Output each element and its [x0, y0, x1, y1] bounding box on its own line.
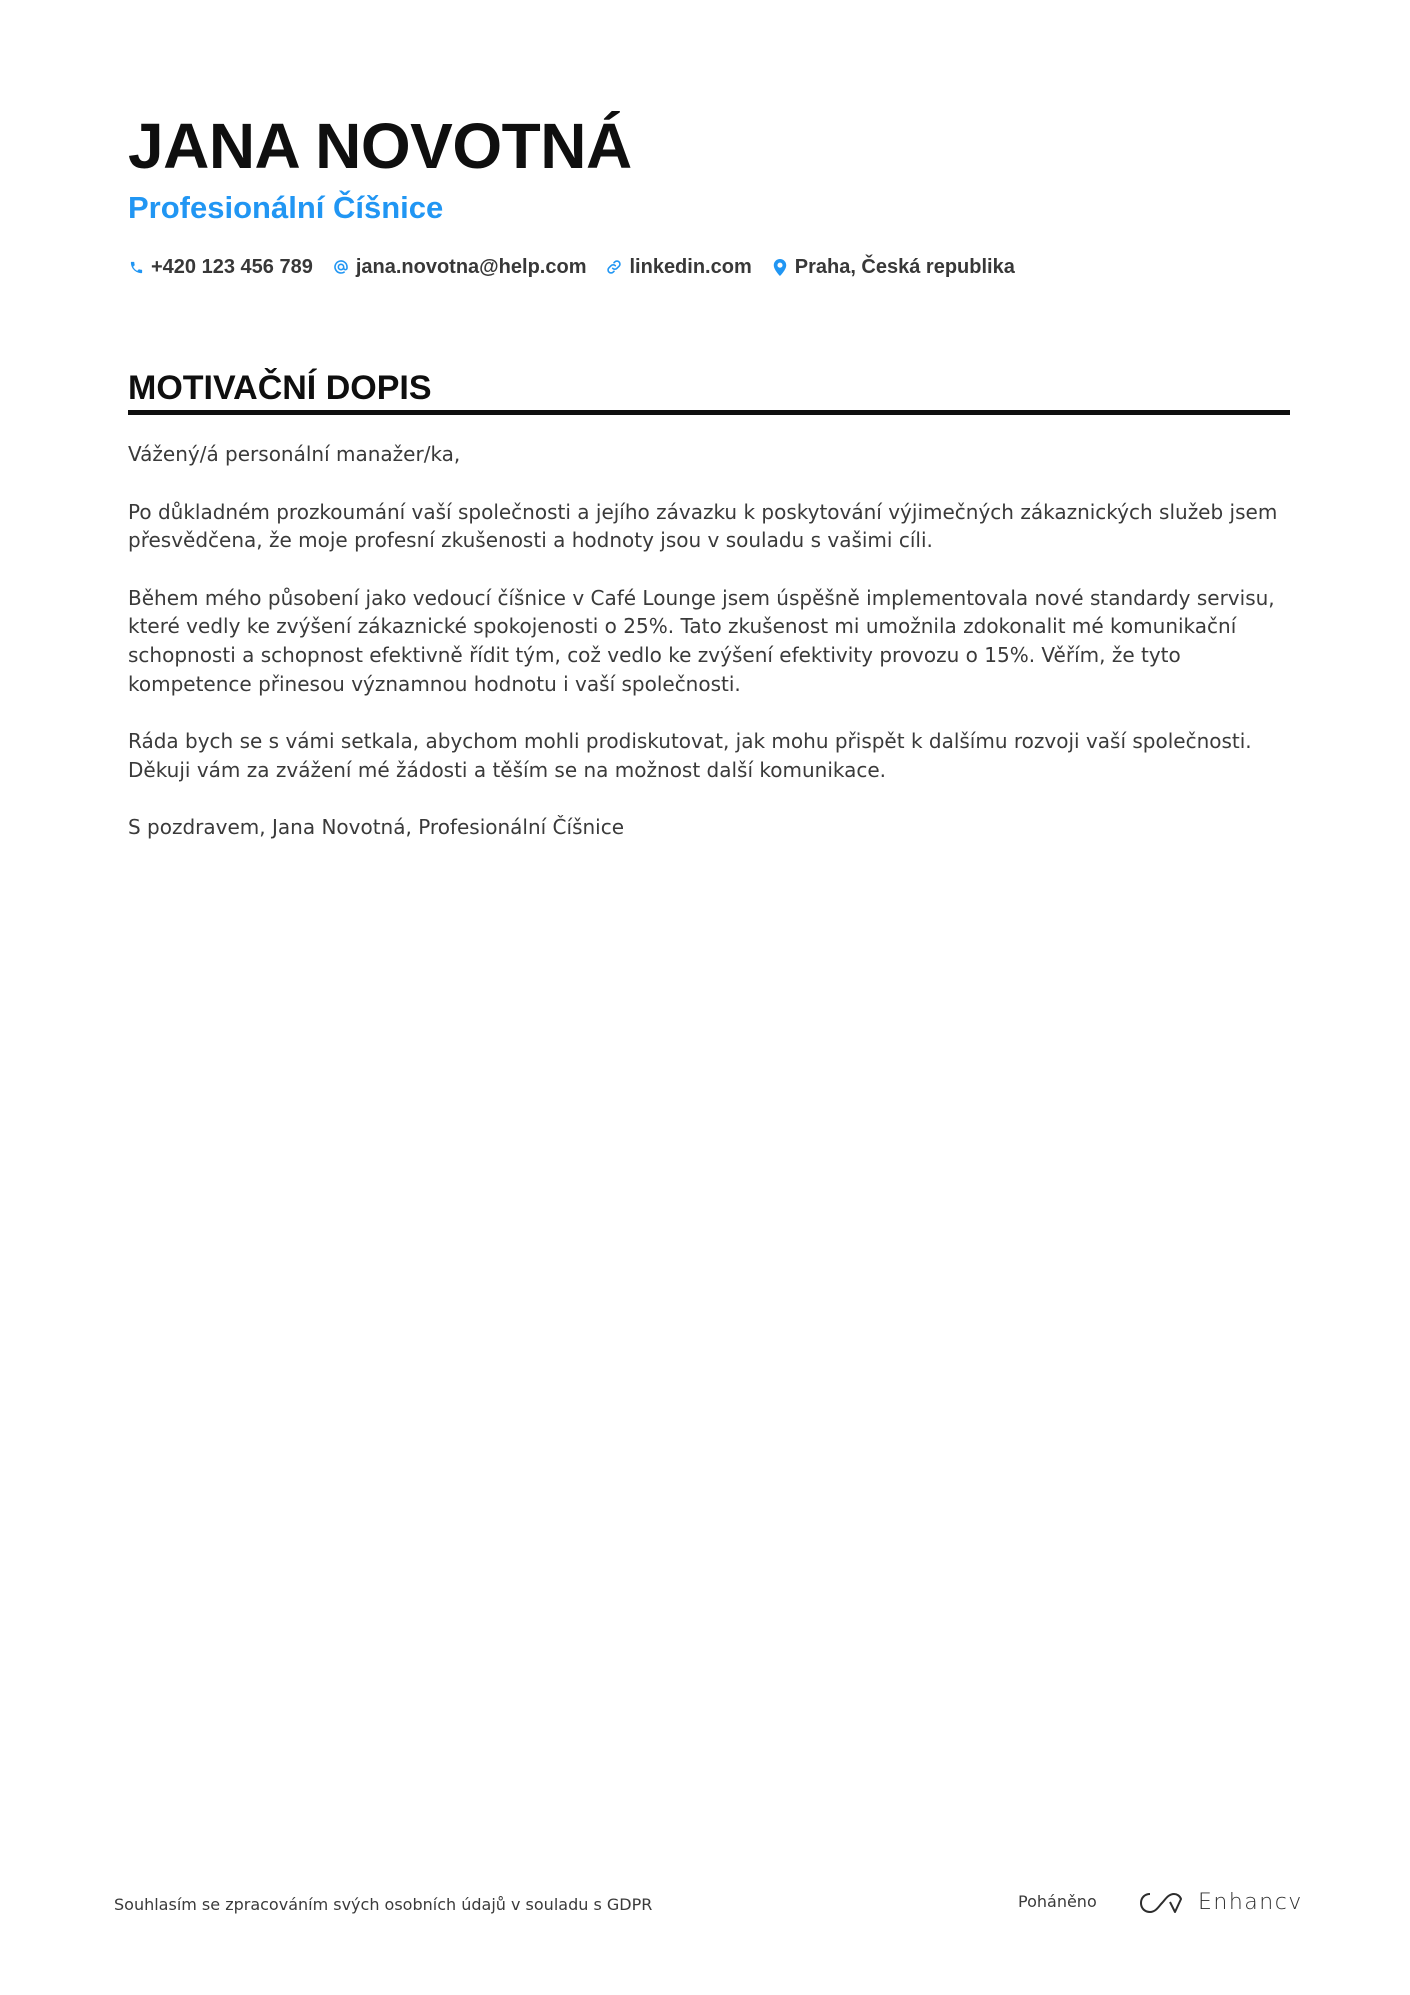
contact-bar: [128, 254, 1035, 280]
enhancv-wordmark: Enhancv: [1198, 1890, 1303, 1915]
letter-greeting: Vážený/á personální manažer/ka,: [128, 442, 461, 466]
link-icon: [606, 258, 622, 276]
phone-icon: [128, 258, 144, 276]
contact-linkedin[interactable]: [606, 254, 751, 280]
letter-paragraph: Po důkladném prozkoumání vaší společnosti a jejího závazku k poskytování výjimečných zákaznických služeb jsem přesvědčena, že moje profesní zkušenosti a hodnoty jsou v souladu s vašimi cíli.: [128, 499, 1278, 553]
contact-phone: [128, 254, 313, 280]
powered-by-label: Poháněno: [1018, 1892, 1097, 1911]
letter-paragraph: Během mého působení jako vedoucí číšnice v Café Lounge jsem úspěšně implementovala nové standardy servisu, které vedly ke zvýšení zákaznické spokojenosti o 25%. Tato zkušenost mi umožnila zdokonalit mé komunikační schopnosti a schopnost efektivně řídit tým, což vedlo ke zvýšení efektivity provozu o 15%. Věřím, že tyto kompetence přinesou významnou hodnotu i vaší společnosti.: [128, 585, 1275, 696]
section-divider: [128, 410, 1290, 415]
contact-linkedin-text: linkedin.com: [629, 256, 752, 278]
candidate-name: JANA NOVOTNÁ: [128, 110, 632, 182]
enhancv-logo[interactable]: [1138, 1890, 1303, 1916]
location-pin-icon: [772, 258, 788, 276]
contact-location-text: Praha, Česká republika: [794, 256, 1015, 278]
contact-phone-text: +420 123 456 789: [151, 256, 313, 278]
letter-body: [128, 440, 1290, 871]
contact-location: [772, 254, 1015, 280]
at-icon: [333, 258, 349, 276]
enhancv-logo-icon: [1138, 1890, 1184, 1916]
section-heading: MOTIVAČNÍ DOPIS: [128, 369, 432, 407]
letter-paragraph: Ráda bych se s vámi setkala, abychom mohli prodiskutovat, jak mohu přispět k dalšímu rozvoji vaší společnosti. Děkuji vám za zvážení mé žádosti a těším se na možnost další komunikace.: [128, 729, 1252, 782]
letter-closing: S pozdravem, Jana Novotná, Profesionální Číšnice: [128, 815, 625, 840]
contact-email[interactable]: [333, 254, 587, 280]
gdpr-consent-text: Souhlasím se zpracováním svých osobních údajů v souladu s GDPR: [114, 1895, 653, 1914]
job-title: Profesionální Číšnice: [128, 190, 444, 225]
contact-email-text: jana.novotna@help.com: [355, 256, 587, 278]
